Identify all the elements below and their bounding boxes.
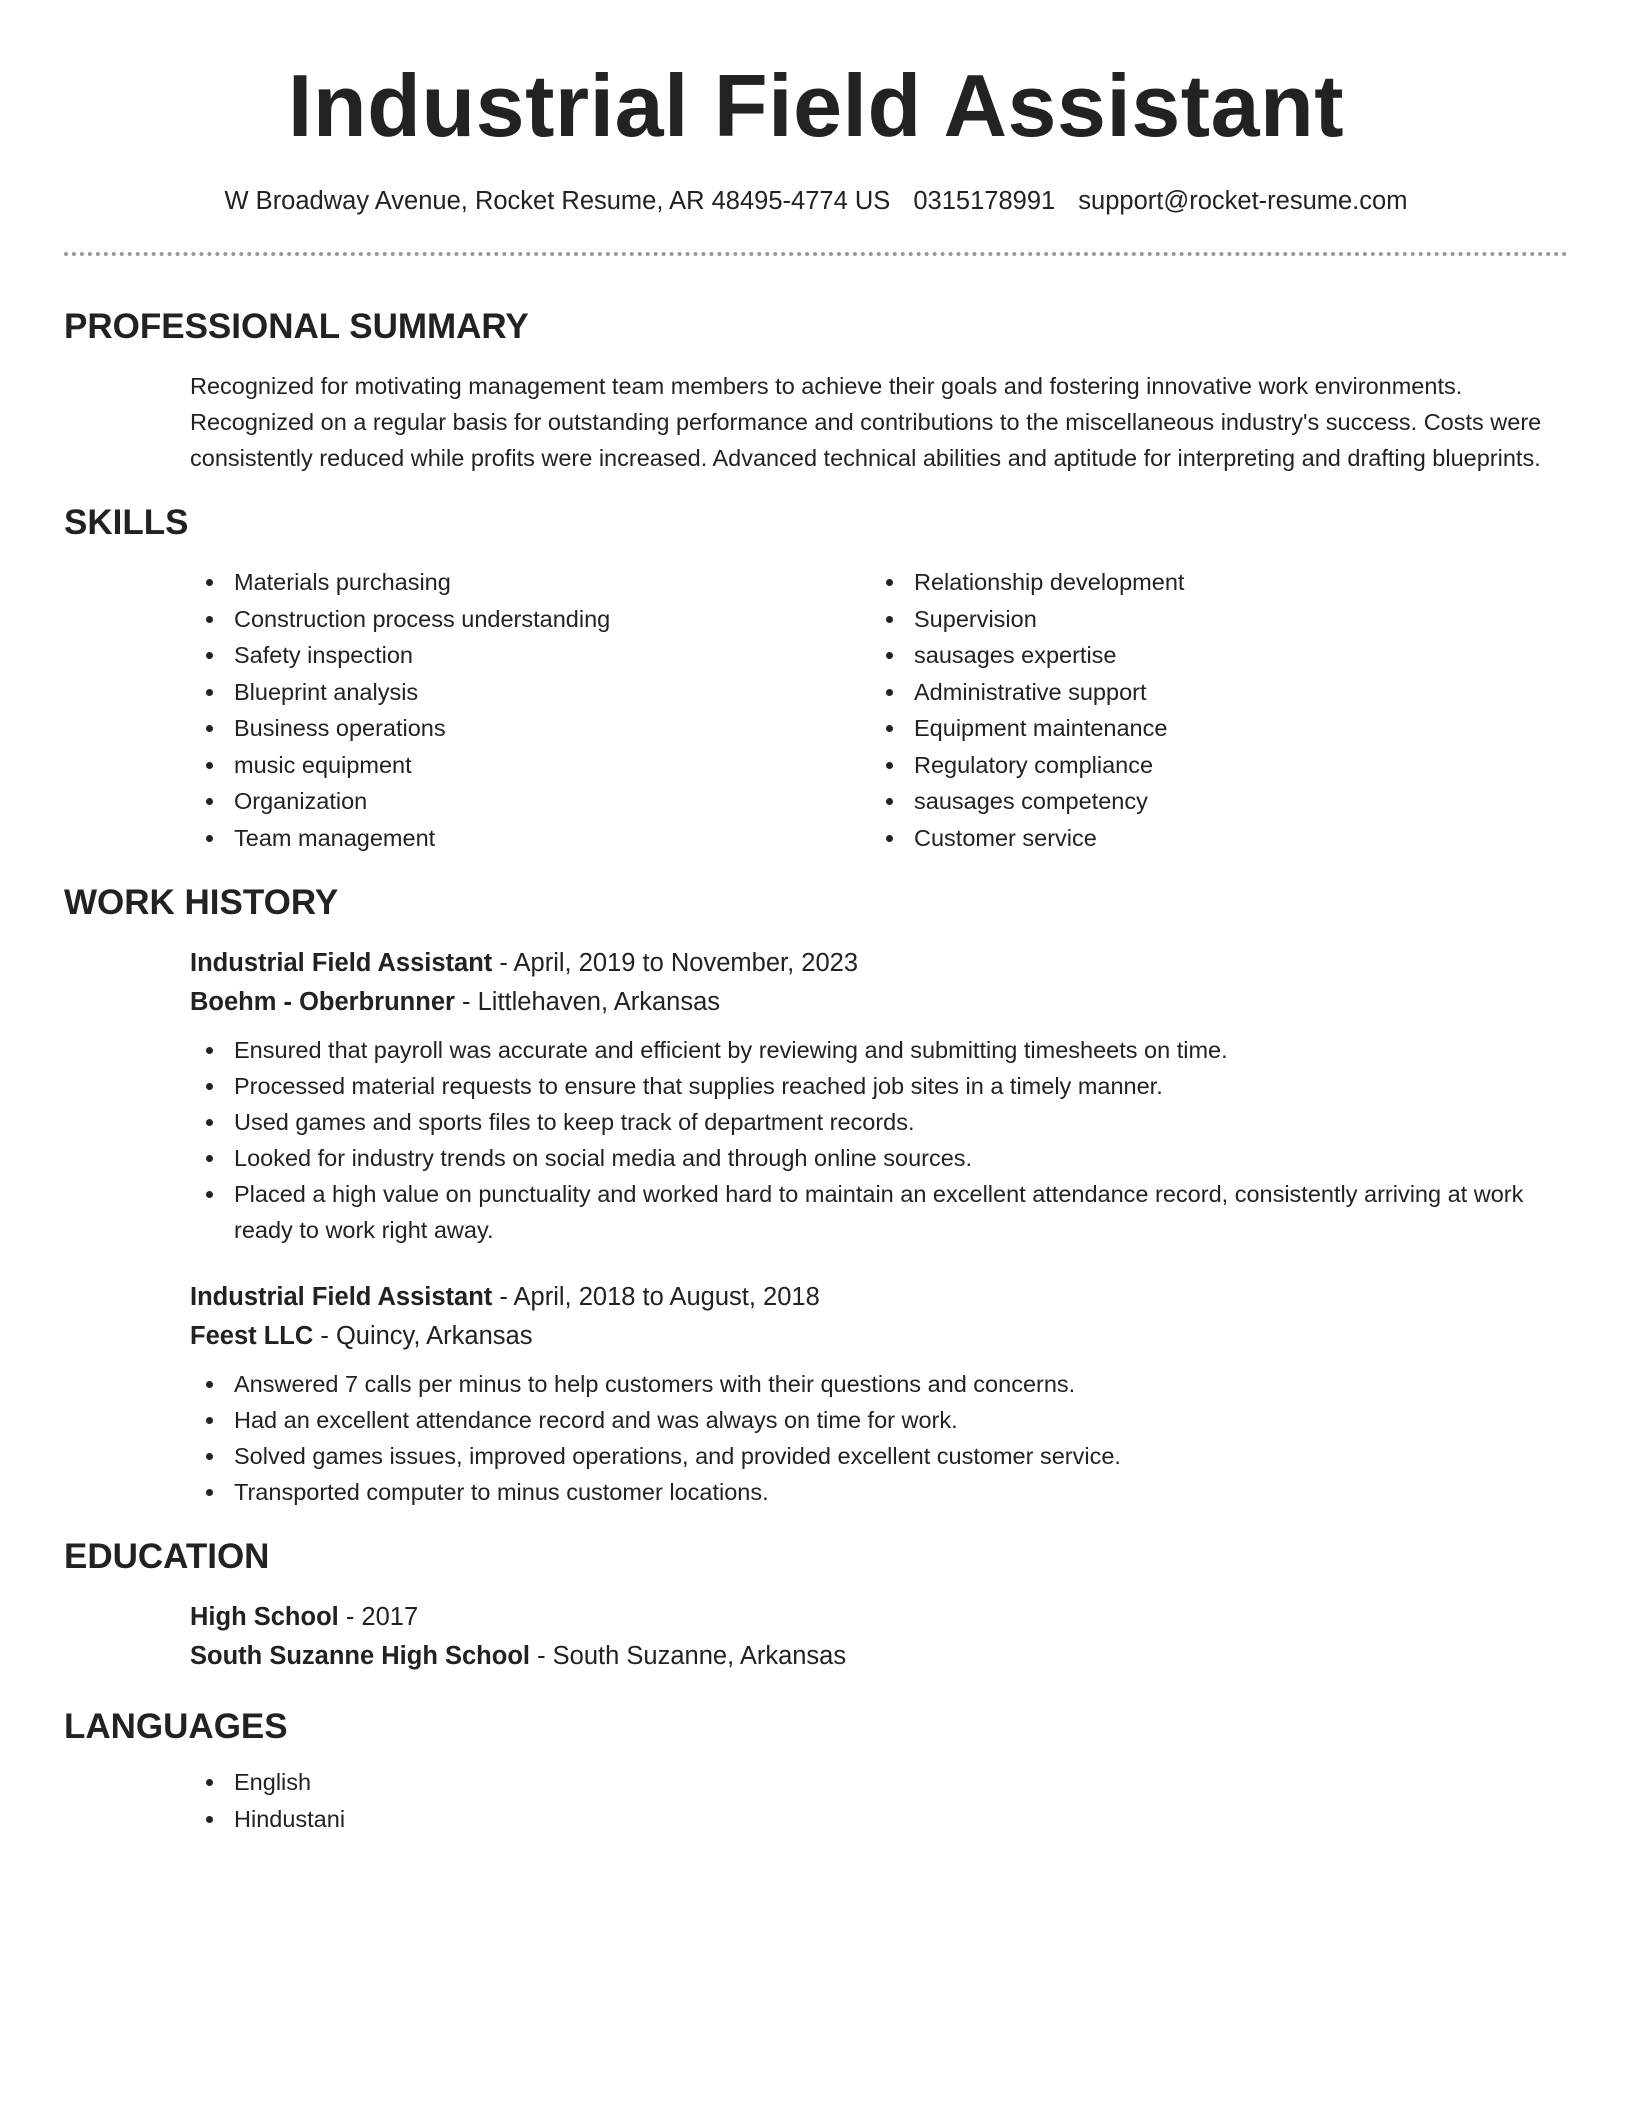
duty-item: Used games and sports files to keep track of department records. (190, 1104, 1568, 1140)
header-divider (64, 252, 1568, 256)
duty-item: Processed material requests to ensure that supplies reached job sites in a timely manner. (190, 1068, 1568, 1104)
skill-item: Relationship development (870, 564, 1550, 601)
contact-address: W Broadway Avenue, Rocket Resume, AR 48495-4774 US (224, 187, 891, 215)
skill-item: Supervision (870, 601, 1550, 638)
job-company: Boehm - Oberbrunner (190, 988, 455, 1016)
skill-item: Organization (190, 783, 870, 820)
language-item: Hindustani (190, 1801, 1568, 1838)
skill-item: Regulatory compliance (870, 747, 1550, 784)
job-dates: - April, 2018 to August, 2018 (492, 1283, 820, 1311)
education-year: - 2017 (338, 1603, 419, 1631)
skill-item: Customer service (870, 820, 1550, 857)
duty-item: Transported computer to minus customer locations. (190, 1474, 1568, 1510)
language-item: English (190, 1764, 1568, 1801)
education-location: - South Suzanne, Arkansas (530, 1642, 847, 1670)
education-school: South Suzanne High School (190, 1642, 530, 1670)
skill-item: sausages expertise (870, 637, 1550, 674)
job-title-line (190, 1278, 1568, 1317)
skill-item: Administrative support (870, 674, 1550, 711)
education-degree: High School (190, 1603, 339, 1631)
skills-heading: SKILLS (64, 503, 189, 542)
summary-heading: PROFESSIONAL SUMMARY (64, 307, 529, 346)
skill-item: music equipment (190, 747, 870, 784)
contact-phone: 0315178991 (913, 187, 1056, 215)
education-entry (190, 1598, 1568, 1676)
languages-heading: LANGUAGES (64, 1707, 288, 1746)
job-entry (190, 944, 1568, 1248)
duty-item: Looked for industry trends on social media and through online sources. (190, 1140, 1568, 1176)
summary-text: Recognized for motivating management team members to achieve their goals and fostering innovative work environments. Recognized on a regular basis for outstanding performance and contributions to the miscellaneous industry's success. Costs were consistently reduced while profits were increased. Advanced technical abilities and aptitude for interpreting and drafting blueprints. (190, 373, 1542, 471)
contact-line (64, 184, 1568, 218)
duty-item: Solved games issues, improved operations, and provided excellent customer service. (190, 1438, 1568, 1474)
skills-column-left (190, 564, 870, 856)
education-degree-line (190, 1598, 1568, 1637)
duty-item: Had an excellent attendance record and was always on time for work. (190, 1402, 1568, 1438)
work-heading: WORK HISTORY (64, 883, 339, 922)
duty-item: Ensured that payroll was accurate and efficient by reviewing and submitting timesheets on time. (190, 1032, 1568, 1068)
job-duties (190, 1366, 1568, 1510)
skill-item: Team management (190, 820, 870, 857)
skill-item: Equipment maintenance (870, 710, 1550, 747)
duty-item: Answered 7 calls per minus to help customers with their questions and concerns. (190, 1366, 1568, 1402)
job-duties (190, 1032, 1568, 1248)
skills-list (190, 564, 1568, 856)
job-role: Industrial Field Assistant (190, 949, 493, 977)
resume-name: Industrial Field Assistant (287, 56, 1345, 155)
skill-item: Materials purchasing (190, 564, 870, 601)
skill-item: Blueprint analysis (190, 674, 870, 711)
education-heading: EDUCATION (64, 1537, 270, 1576)
job-company-line (190, 983, 1568, 1022)
skill-item: Safety inspection (190, 637, 870, 674)
job-location: - Quincy, Arkansas (313, 1322, 533, 1350)
job-role: Industrial Field Assistant (190, 1283, 493, 1311)
job-location: - Littlehaven, Arkansas (454, 988, 720, 1016)
job-entry (190, 1278, 1568, 1510)
job-company-line (190, 1317, 1568, 1356)
skill-item: Construction process understanding (190, 601, 870, 638)
skill-item: sausages competency (870, 783, 1550, 820)
job-title-line (190, 944, 1568, 983)
duty-item: Placed a high value on punctuality and worked hard to maintain an excellent attendance record, consistently arriving at work ready to work right away. (190, 1176, 1568, 1248)
skill-item: Business operations (190, 710, 870, 747)
contact-email: support@rocket-resume.com (1078, 187, 1408, 215)
job-company: Feest LLC (190, 1322, 314, 1350)
languages-list (190, 1764, 1568, 1837)
education-school-line (190, 1637, 1568, 1676)
job-dates: - April, 2019 to November, 2023 (492, 949, 858, 977)
skills-column-right (870, 564, 1550, 856)
